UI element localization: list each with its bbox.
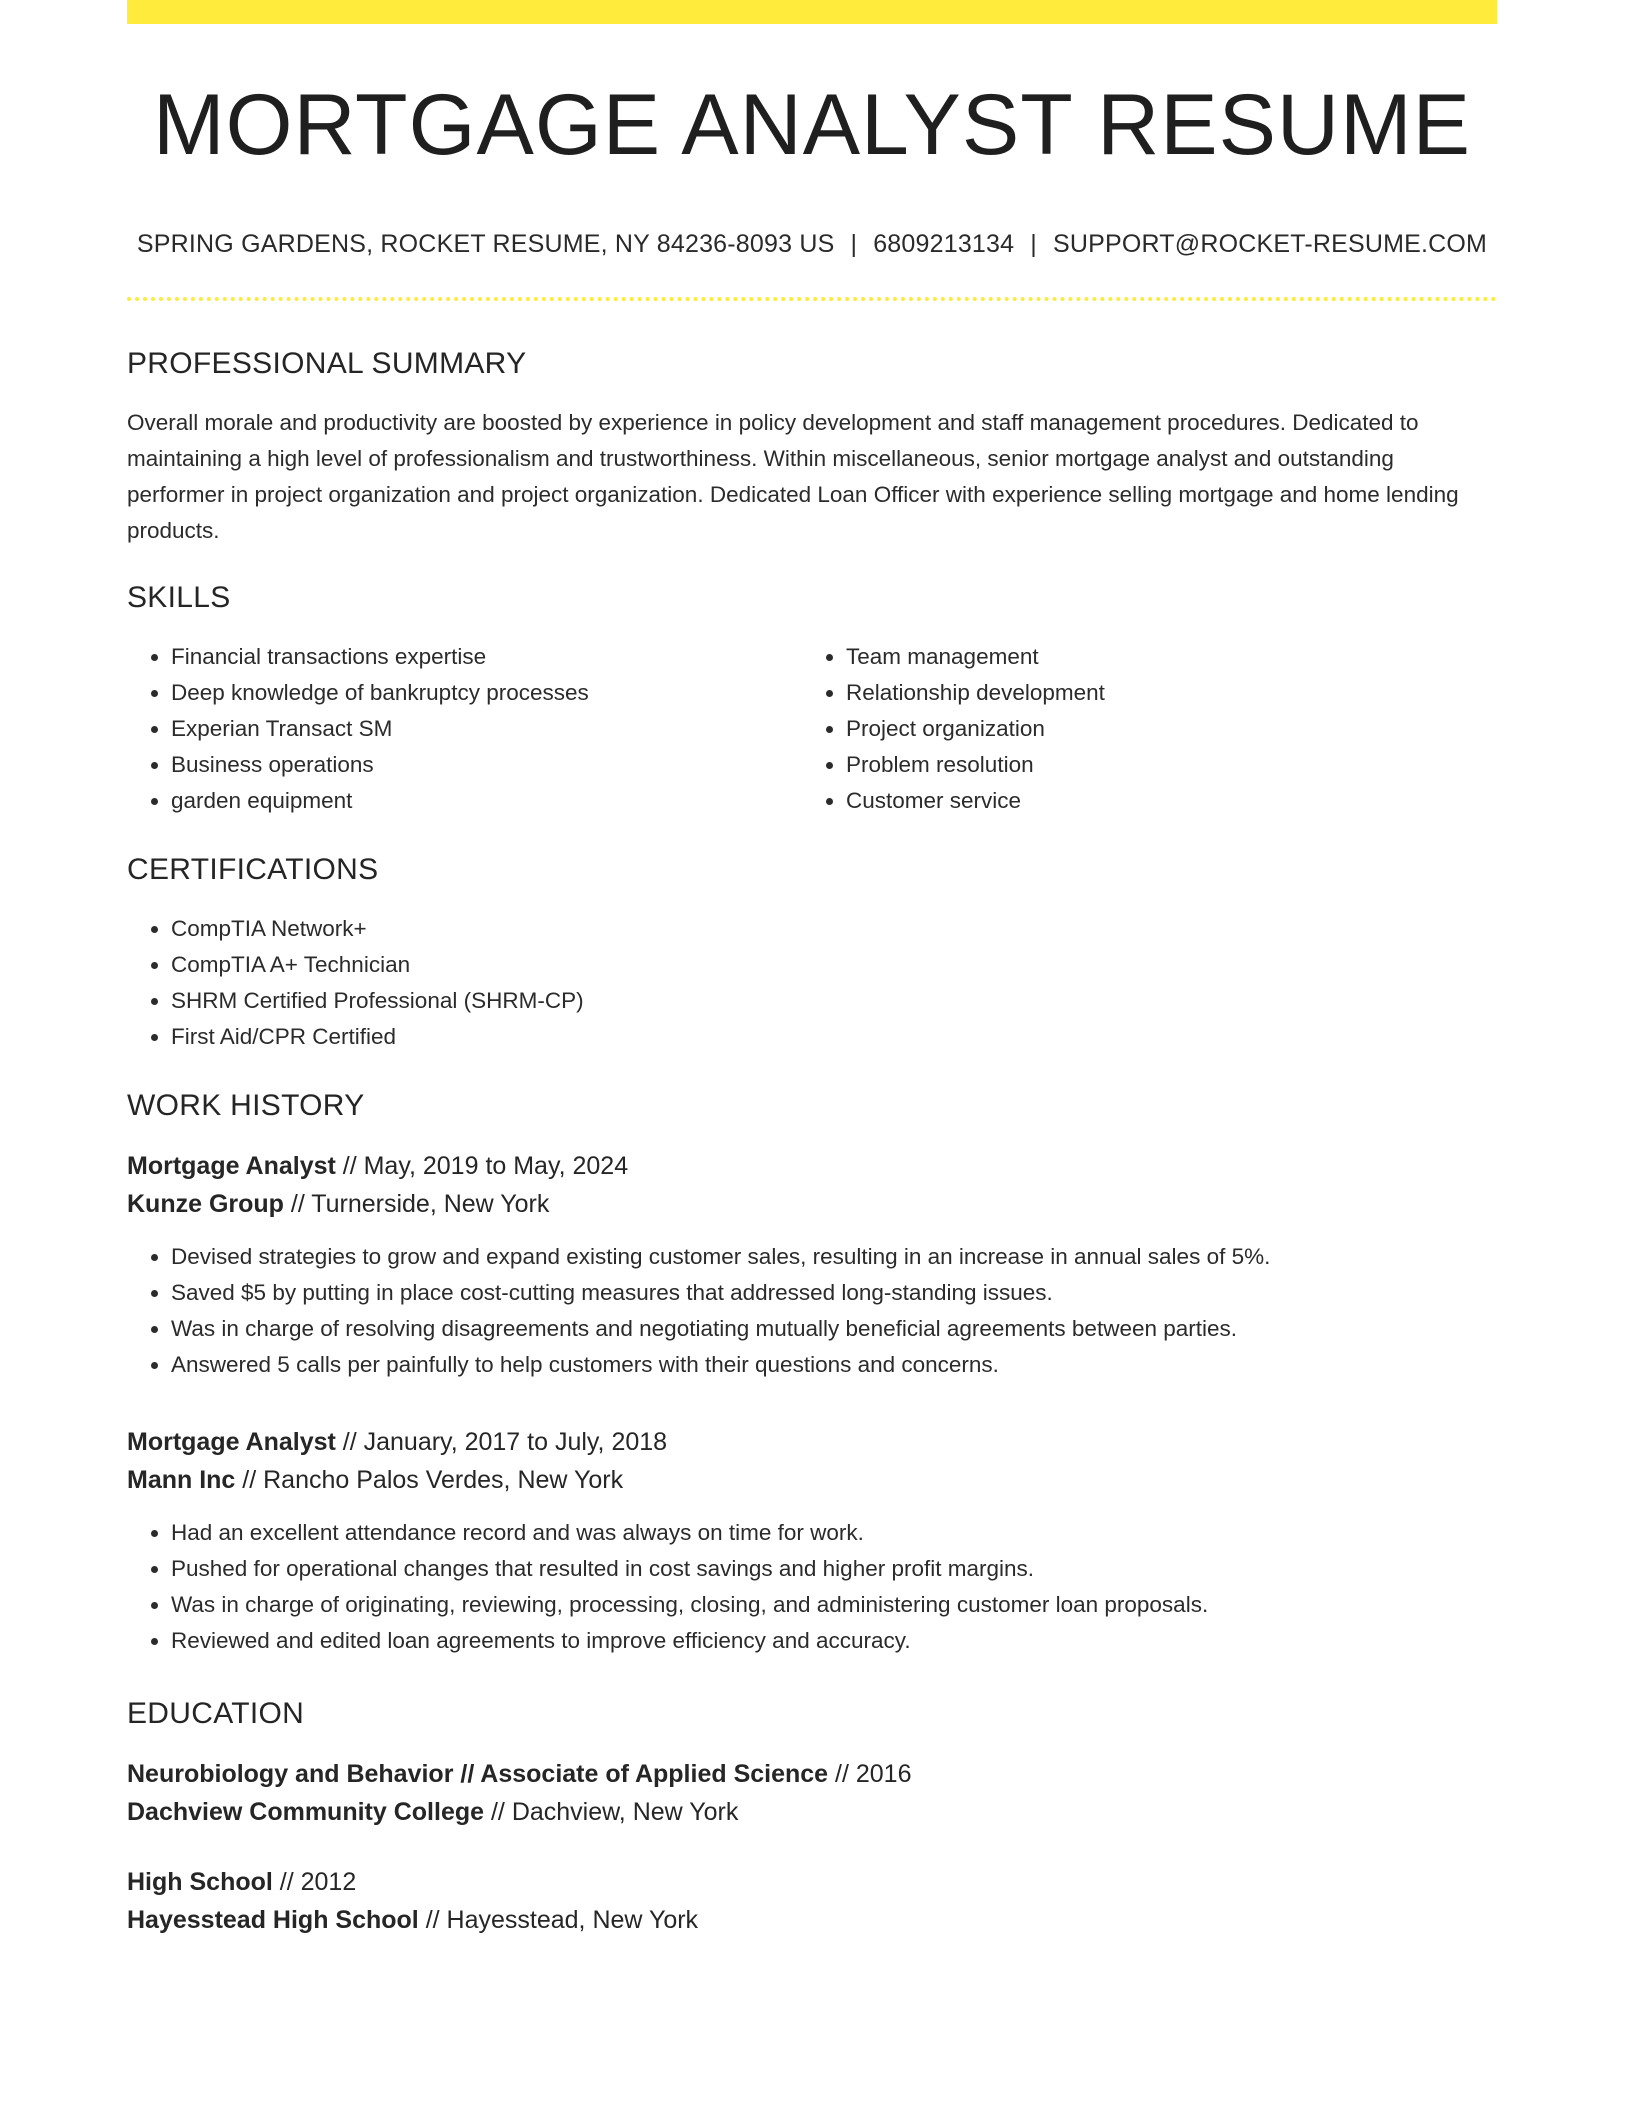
job-bullet: • Answered 5 calls per painfully to help customers with their questions and concerns. — [171, 1347, 1497, 1383]
education-year: // 2012 — [272, 1868, 357, 1896]
certification-item: • CompTIA A+ Technician — [171, 947, 1497, 983]
resume-page — [127, 0, 1497, 1939]
job-bullet: • Was in charge of resolving disagreements and negotiating mutually beneficial agreements between parties. — [171, 1311, 1497, 1347]
job-entry — [127, 1423, 1497, 1659]
job-location: // Rancho Palos Verdes, New York — [235, 1466, 624, 1494]
job-bullet: • Devised strategies to grow and expand existing customer sales, resulting in an increase in annual sales of 5%. — [171, 1239, 1497, 1275]
phone: 6809213134 — [873, 230, 1015, 258]
certifications-list — [127, 911, 1497, 1055]
job-title: Mortgage Analyst — [127, 1152, 336, 1180]
job-location: // Turnerside, New York — [283, 1190, 550, 1218]
job-company-line — [127, 1461, 1497, 1499]
job-title-line — [127, 1147, 1497, 1185]
job-company-line — [127, 1185, 1497, 1223]
degree-line — [127, 1755, 1497, 1793]
job-bullet: • Had an excellent attendance record and was always on time for work. — [171, 1515, 1497, 1551]
school-line — [127, 1901, 1497, 1939]
certification-item: • First Aid/CPR Certified — [171, 1019, 1497, 1055]
degree: High School — [127, 1868, 273, 1896]
school: Hayesstead High School — [127, 1906, 419, 1934]
skills-list-right — [802, 639, 1477, 819]
skill-item: • Business operations — [171, 747, 802, 783]
school-location: // Dachview, New York — [484, 1798, 739, 1826]
job-title: Mortgage Analyst — [127, 1428, 336, 1456]
certification-item: • CompTIA Network+ — [171, 911, 1497, 947]
skill-item: • Team management — [846, 639, 1477, 675]
skill-item: • Deep knowledge of bankruptcy processes — [171, 675, 802, 711]
skill-item: • Relationship development — [846, 675, 1477, 711]
skill-item: • Problem resolution — [846, 747, 1477, 783]
skills-column-right — [802, 639, 1477, 819]
job-bullet: • Reviewed and edited loan agreements to improve efficiency and accuracy. — [171, 1623, 1497, 1659]
job-bullet: • Pushed for operational changes that resulted in cost savings and higher profit margins. — [171, 1551, 1497, 1587]
skill-item: • Financial transactions expertise — [171, 639, 802, 675]
accent-bar — [127, 0, 1497, 24]
separator: | — [850, 230, 858, 258]
skill-item: • garden equipment — [171, 783, 802, 819]
skills-list-left — [127, 639, 802, 819]
work-history-heading: WORK HISTORY — [127, 1089, 365, 1122]
degree: Neurobiology and Behavior // Associate of Applied Science — [127, 1760, 829, 1788]
address: SPRING GARDENS, ROCKET RESUME, NY 84236-8093 US — [136, 230, 835, 258]
job-bullet: • Was in charge of originating, reviewing, processing, closing, and administering customer loan proposals. — [171, 1587, 1497, 1623]
skills-column-left — [127, 639, 802, 819]
school-line — [127, 1793, 1497, 1831]
degree-line — [127, 1863, 1497, 1901]
certification-item: • SHRM Certified Professional (SHRM-CP) — [171, 983, 1497, 1019]
skill-item: • Customer service — [846, 783, 1477, 819]
skills-heading: SKILLS — [127, 581, 231, 614]
education-entry — [127, 1863, 1497, 1939]
education-heading: EDUCATION — [127, 1697, 305, 1730]
job-title-line — [127, 1423, 1497, 1461]
job-bullet: • Saved $5 by putting in place cost-cutting measures that addressed long-standing issues. — [171, 1275, 1497, 1311]
job-company: Kunze Group — [127, 1190, 284, 1218]
education-year: // 2016 — [828, 1760, 912, 1788]
email: SUPPORT@ROCKET-RESUME.COM — [1052, 230, 1488, 258]
skill-item: • Project organization — [846, 711, 1477, 747]
job-company: Mann Inc — [127, 1466, 236, 1494]
resume-title: MORTGAGE ANALYST RESUME — [152, 77, 1472, 173]
summary-heading: PROFESSIONAL SUMMARY — [127, 347, 527, 380]
school: Dachview Community College — [127, 1798, 485, 1826]
skill-item: • Experian Transact SM — [171, 711, 802, 747]
job-dates: // May, 2019 to May, 2024 — [335, 1152, 629, 1180]
separator: | — [1030, 230, 1037, 258]
job-entry — [127, 1147, 1497, 1383]
certifications-heading: CERTIFICATIONS — [127, 853, 379, 886]
contact-line — [127, 230, 1497, 259]
education-entry — [127, 1755, 1497, 1831]
job-bullets — [127, 1515, 1497, 1659]
job-dates: // January, 2017 to July, 2018 — [335, 1428, 668, 1456]
summary-text: Overall morale and productivity are boosted by experience in policy development and staff management procedures. Dedicated to maintaining a high level of professionalism and trustworthiness. Within miscellaneous, senior mortgage analyst and outstanding performer in project organization and project organization. Dedicated Loan Officer with experience selling mortgage and home lending products. — [127, 410, 1459, 543]
skills-grid — [127, 639, 1497, 819]
school-location: // Hayesstead, New York — [418, 1906, 699, 1934]
job-bullets — [127, 1239, 1497, 1383]
dotted-divider — [127, 297, 1497, 301]
